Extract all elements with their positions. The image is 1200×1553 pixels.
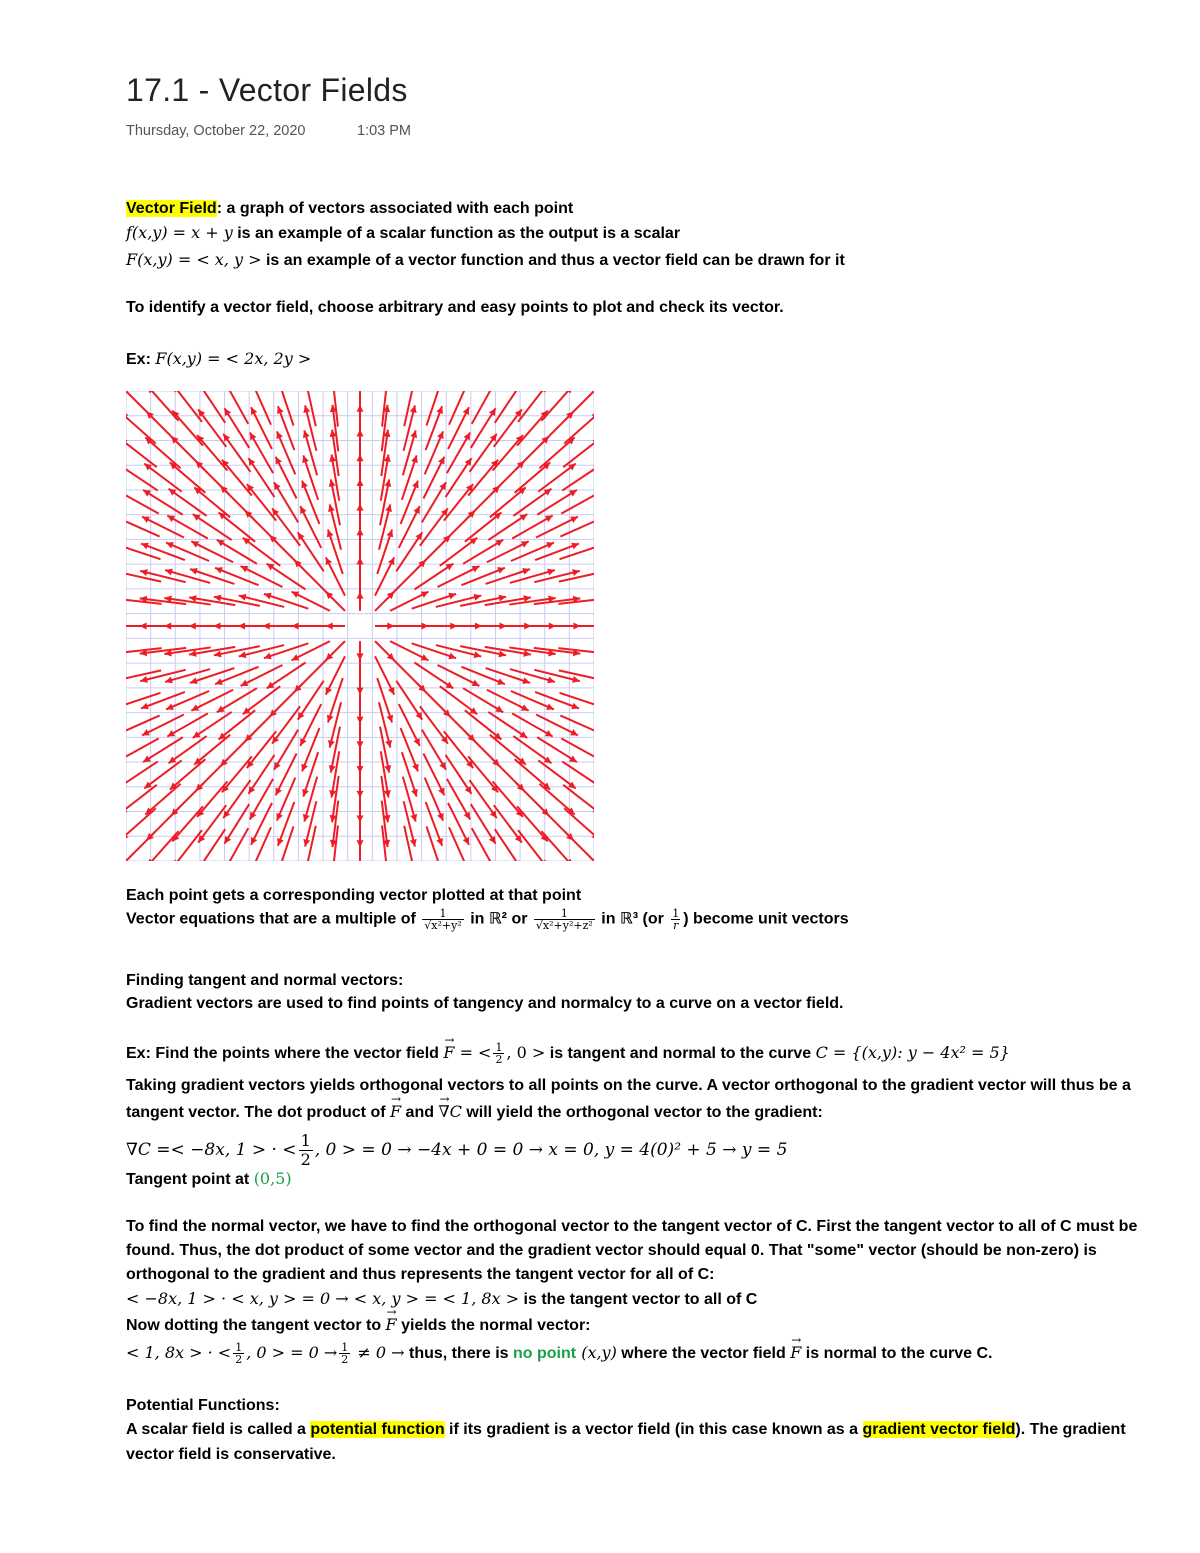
field-arrow — [140, 569, 185, 582]
field-arrow — [126, 738, 159, 761]
field-arrow — [191, 541, 233, 562]
field-arrow — [440, 686, 477, 714]
field-arrow — [486, 568, 530, 584]
field-arrow — [511, 542, 554, 561]
field-arrow — [380, 727, 391, 773]
field-arrow — [357, 557, 364, 595]
tangent-point-value: (0,5) — [253, 1169, 292, 1188]
field-arrow — [276, 431, 295, 474]
field-arrow — [190, 568, 234, 584]
normal-paragraph-line-1: To find the normal vector, we have to find the orthogonal vector to the tangent vector of C. First the tangent vector to all of C must be — [126, 1218, 1138, 1235]
field-arrow — [141, 692, 185, 709]
field-arrow — [379, 504, 392, 549]
vector-F: → F = < — [443, 1042, 491, 1064]
field-arrow — [449, 827, 468, 861]
field-arrow — [495, 829, 521, 861]
field-arrow — [190, 668, 234, 684]
field-arrow — [412, 643, 456, 659]
field-arrow — [301, 481, 319, 524]
field-arrow — [252, 827, 271, 861]
field-arrow — [199, 829, 225, 861]
field-arrow — [225, 391, 248, 424]
normal-vector-equation: < 1, 8x > · < $\frac{1}{2}$ , 0 > = 0 → $\frac{1}{2}$ ≠ 0 → thus, there is no point (x,y) where the vector field → F is normal to the curve C. — [126, 1342, 992, 1365]
field-arrow — [379, 702, 392, 747]
scalar-function-line: f(x,y) = x + y is an example of a scalar function as the output is a scalar — [126, 223, 681, 242]
vector-function-line: F(x,y) = < x, y > is an example of a vector function and thus a vector field can be drawn for it — [126, 250, 845, 269]
field-arrow — [402, 455, 418, 499]
unit-vector-line: Vector equations that are a multiple of $\frac{1}{\text{√x²+y²}}$ in ℝ² or $\frac{1}{\text{√x²+y²+z²}}$ in ℝ³ (or $\frac{1}{r}$ ) become unit vectors — [126, 907, 849, 932]
field-arrow — [298, 681, 324, 720]
field-arrow — [142, 714, 184, 735]
field-arrow — [329, 727, 340, 773]
dot-product-text: tangent vector. The dot product of → F and → ∇C will yield the orthogonal vector to the gradient: — [126, 1101, 823, 1124]
field-arrow — [510, 669, 555, 683]
field-arrow — [536, 517, 578, 538]
field-arrow — [303, 430, 317, 475]
each-point-line: Each point gets a corresponding vector plotted at that point — [126, 887, 582, 904]
field-arrow — [142, 517, 184, 538]
field-arrow — [126, 715, 160, 734]
field-arrow — [561, 738, 594, 761]
field-arrow — [536, 714, 578, 735]
field-arrow — [558, 623, 594, 630]
field-arrow — [414, 564, 453, 590]
page-title: 17.1 - Vector Fields — [126, 72, 408, 108]
field-arrow — [511, 691, 554, 710]
field-arrow — [166, 542, 209, 561]
field-arrow — [403, 430, 417, 475]
field-arrow — [294, 560, 327, 593]
field-arrow — [327, 530, 343, 574]
gradient-vector-field-term: gradient vector field — [862, 1421, 1016, 1438]
field-arrow — [495, 391, 521, 423]
field-arrow — [420, 706, 448, 743]
potential-heading: Potential Functions: — [126, 1397, 280, 1414]
field-arrow — [215, 667, 258, 685]
tangent-vector-equation: < −8x, 1 > · < x, y > = 0 → < x, y > = < 1, 8x > is the tangent vector to all of C — [126, 1289, 758, 1308]
field-arrow — [560, 517, 594, 536]
field-arrow — [276, 457, 297, 499]
field-arrow — [472, 391, 495, 424]
vector-field-term: Vector Field — [126, 200, 217, 217]
field-arrow — [328, 504, 341, 549]
field-arrow — [141, 543, 185, 560]
field-arrow — [534, 569, 579, 582]
field-arrow — [486, 668, 530, 684]
field-arrow — [426, 406, 443, 450]
field-arrow — [191, 690, 233, 711]
field-arrow — [239, 645, 284, 658]
field-arrow — [251, 407, 272, 449]
field-arrow — [404, 801, 417, 846]
potential-function-term: potential function — [310, 1421, 445, 1438]
field-arrow — [534, 670, 579, 683]
field-arrow — [414, 662, 453, 688]
field-arrow — [357, 592, 364, 611]
fraction-r: $\frac{1}{r}$ — [672, 907, 680, 932]
field-arrow — [460, 595, 506, 606]
field-arrow — [328, 702, 341, 747]
field-arrow — [472, 828, 495, 861]
field-arrow — [267, 662, 306, 688]
vector-field-definition: Vector Field: a graph of vectors associated with each point — [126, 200, 574, 217]
field-arrow — [326, 557, 345, 595]
normal-paragraph-line-3: orthogonal to the gradient and thus represents the tangent vector for all of C: — [126, 1266, 715, 1283]
gradient-explanation: Gradient vectors are used to find points of tangency and normalcy to a curve on a vector field. — [126, 995, 844, 1012]
field-arrow — [126, 761, 158, 787]
field-arrow — [423, 753, 444, 795]
potential-line-1: A scalar field is called a potential function if its gradient is a vector field (in this case known as a gradient vector field). The gradient — [126, 1421, 1126, 1438]
field-arrow — [277, 802, 294, 846]
field-arrow — [264, 643, 308, 659]
field-arrow — [126, 491, 159, 514]
field-arrow — [396, 681, 422, 720]
field-arrow — [377, 530, 393, 574]
field-arrow — [375, 592, 394, 611]
field-arrow — [303, 405, 316, 450]
field-arrow — [215, 567, 258, 585]
field-arrow — [426, 802, 443, 846]
field-arrow — [402, 752, 418, 796]
field-arrow — [276, 753, 297, 795]
field-arrow — [390, 641, 428, 660]
field-arrow — [461, 567, 504, 585]
field-arrow — [251, 803, 272, 845]
field-arrow — [423, 457, 444, 499]
normal-paragraph-line-2: found. Thus, the dot product of some vector and the gradient vector should equal 0. That "some" vector (should be non-zero) is — [126, 1242, 1097, 1259]
page-time: 1:03 PM — [357, 123, 411, 139]
tangent-point-line: Tangent point at (0,5) — [126, 1169, 292, 1188]
field-arrow — [380, 479, 391, 525]
dotting-line: Now dotting the tangent vector to → F yields the normal vector: — [126, 1314, 591, 1337]
field-arrow — [292, 641, 330, 660]
field-arrow — [377, 678, 393, 722]
field-arrow — [225, 828, 248, 861]
field-arrow — [425, 778, 444, 821]
fraction-half-large: $\frac{1}{2}$ — [300, 1131, 311, 1169]
field-arrow — [326, 592, 345, 611]
field-arrow — [243, 538, 280, 566]
field-arrow — [277, 406, 294, 450]
vector-equation: F(x,y) = < x, y > — [126, 250, 262, 269]
field-arrow — [487, 690, 529, 711]
field-arrow — [436, 594, 481, 607]
plot-arrows — [126, 391, 594, 861]
fraction-half: $\frac{1}{2}$ — [495, 1041, 503, 1067]
field-arrow — [326, 641, 345, 660]
field-arrow — [199, 391, 225, 423]
vector-field-plot — [126, 391, 594, 861]
field-arrow — [461, 667, 504, 685]
field-arrow — [420, 508, 448, 545]
no-point-text: no point — [513, 1345, 577, 1362]
field-arrow — [239, 594, 284, 607]
field-arrow — [375, 656, 394, 694]
field-arrow — [326, 656, 345, 694]
fraction-2d: $\frac{1}{\text{√x²+y²}}$ — [424, 907, 462, 932]
gradient-calculation: ∇C =< −8x, 1 > · < $\frac{1}{2}$ , 0 > = 0 → −4x + 0 = 0 → x = 0, y = 4(0)² + 5 → y = 5 — [126, 1131, 788, 1169]
field-arrow — [436, 645, 481, 658]
field-arrow — [140, 670, 185, 683]
field-arrow — [401, 728, 419, 771]
field-arrow — [165, 669, 210, 683]
field-arrow — [126, 465, 158, 491]
field-arrow — [560, 715, 594, 734]
field-arrow — [535, 543, 579, 560]
field-arrow — [214, 595, 260, 606]
field-arrow — [425, 431, 444, 474]
field-arrow — [303, 801, 316, 846]
scalar-equation: f(x,y) = x + y — [126, 223, 233, 242]
field-arrow — [390, 592, 428, 611]
field-arrow — [298, 532, 324, 571]
field-arrow — [292, 623, 330, 630]
field-arrow — [357, 825, 364, 861]
example-line: Ex: F(x,y) = < 2x, 2y > — [126, 349, 312, 368]
field-arrow — [535, 692, 579, 709]
field-arrow — [510, 569, 555, 583]
field-arrow — [294, 659, 327, 692]
identify-instruction: To identify a vector field, choose arbitrary and easy points to plot and check its vector. — [126, 299, 784, 316]
field-arrow — [448, 407, 469, 449]
field-arrow — [272, 706, 300, 743]
field-arrow — [327, 678, 343, 722]
field-arrow — [301, 728, 319, 771]
field-arrow — [448, 803, 469, 845]
curve-equation: C = {(x,y): y − 4x² = 5} — [815, 1043, 1010, 1062]
field-arrow — [561, 491, 594, 514]
field-arrow — [292, 592, 330, 611]
field-arrow — [214, 646, 260, 657]
field-arrow — [375, 557, 394, 595]
field-arrow — [460, 646, 506, 657]
example-equation: F(x,y) = < 2x, 2y > — [155, 349, 312, 368]
field-arrow — [401, 481, 419, 524]
field-arrow — [252, 391, 271, 425]
field-arrow — [329, 479, 340, 525]
field-arrow — [126, 517, 160, 536]
field-arrow — [264, 593, 308, 609]
field-arrow — [267, 564, 306, 590]
fraction-3d: $\frac{1}{\text{√x²+y²+z²}}$ — [535, 907, 593, 932]
field-arrow — [562, 465, 594, 491]
field-arrow — [276, 778, 295, 821]
field-arrow — [302, 455, 318, 499]
field-arrow — [487, 541, 529, 562]
field-arrow — [375, 641, 394, 660]
field-arrow — [166, 691, 209, 710]
field-arrow — [302, 752, 318, 796]
tangent-heading: Finding tangent and normal vectors: — [126, 972, 404, 989]
field-arrow — [396, 532, 422, 571]
field-arrow — [440, 538, 477, 566]
field-arrow — [562, 761, 594, 787]
field-arrow — [326, 623, 345, 630]
field-arrow — [449, 391, 468, 425]
field-arrow — [165, 569, 210, 583]
field-arrow — [303, 777, 317, 822]
page-date: Thursday, October 22, 2020 — [126, 123, 306, 139]
field-arrow — [412, 593, 456, 609]
tangent-example-line: Ex: Find the points where the vector field → F = < $\frac{1}{2}$ , 0 > is tangent and normal to the curve C = {(x,y): y − 4x² = 5} — [126, 1042, 1010, 1065]
field-arrow — [272, 508, 300, 545]
field-arrow — [243, 686, 280, 714]
taking-gradient-text: Taking gradient vectors yields orthogonal vectors to all points on the curve. A vector orthogonal to the gradient vector will thus be a — [126, 1077, 1131, 1094]
field-arrow — [403, 777, 417, 822]
potential-line-2: vector field is conservative. — [126, 1446, 336, 1463]
field-arrow — [404, 405, 417, 450]
